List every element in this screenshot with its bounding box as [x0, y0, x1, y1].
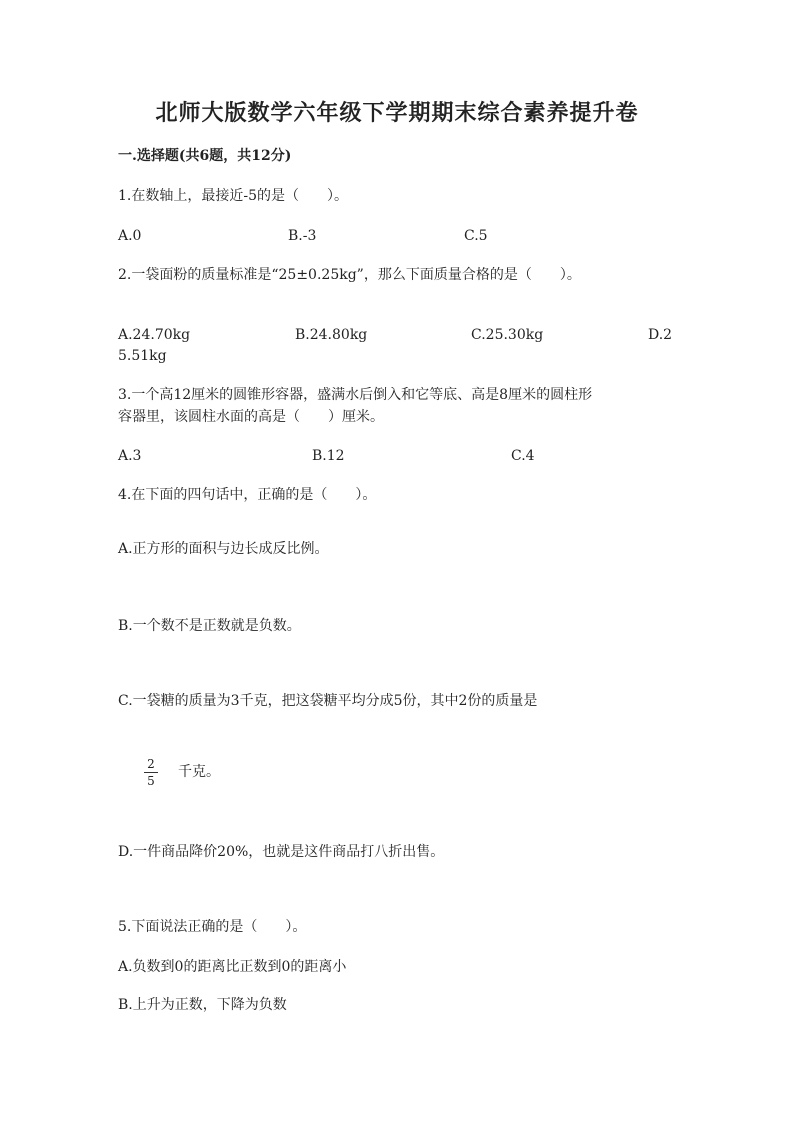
question-3-option-a: A.3: [118, 448, 142, 464]
question-3-stem-line-2: 容器里，该圆柱水面的高是（ ）厘米。: [118, 409, 384, 425]
question-1-option-c: C.5: [464, 228, 488, 244]
question-4-option-b: B.一个数不是正数就是负数。: [118, 618, 301, 634]
question-1-option-a: A.0: [118, 228, 142, 244]
fraction-two-fifths: [144, 757, 158, 788]
question-2-option-a: A.24.70kg: [118, 327, 191, 343]
question-3-option-c: C.4: [511, 448, 535, 464]
question-2-option-d: D.2: [648, 327, 673, 343]
question-5-stem: 5.下面说法正确的是（ ）。: [118, 919, 307, 935]
fraction-numerator: 2: [144, 757, 158, 773]
question-2-option-b: B.24.80kg: [295, 327, 368, 343]
fraction-denominator: 5: [147, 774, 155, 788]
question-2-option-c: C.25.30kg: [471, 327, 544, 343]
page-title: 北师大版数学六年级下学期期末综合素养提升卷: [155, 100, 639, 126]
question-4-stem: 4.在下面的四句话中，正确的是（ ）。: [118, 487, 377, 503]
question-4-option-a: A.正方形的面积与边长成反比例。: [118, 541, 329, 557]
question-5-option-b: B.上升为正数，下降为负数: [118, 997, 287, 1013]
question-5-option-a: A.负数到0的距离比正数到0的距离小: [118, 959, 347, 975]
question-2-stem: 2.一袋面粉的质量标准是“25±0.25kg”，那么下面质量合格的是（ ）。: [118, 267, 581, 283]
question-4-option-c: C.一袋糖的质量为3千克，把这袋糖平均分成5份，其中2份的质量是: [118, 693, 538, 709]
question-4-option-c-tail: 千克。: [178, 764, 220, 780]
question-1-stem: 1.在数轴上，最接近-5的是（ ）。: [118, 188, 348, 204]
section-heading: 一.选择题(共6题，共12分): [118, 148, 292, 164]
question-1-option-b: B.-3: [288, 228, 317, 244]
question-4-option-d: D.一件商品降价20%，也就是这件商品打八折出售。: [118, 844, 445, 860]
question-2-option-d-wrap: 5.51kg: [118, 348, 167, 364]
question-3-option-b: B.12: [312, 448, 345, 464]
question-3-stem-line-1: 3.一个高12厘米的圆锥形容器，盛满水后倒入和它等底、高是8厘米的圆柱形: [118, 387, 593, 403]
